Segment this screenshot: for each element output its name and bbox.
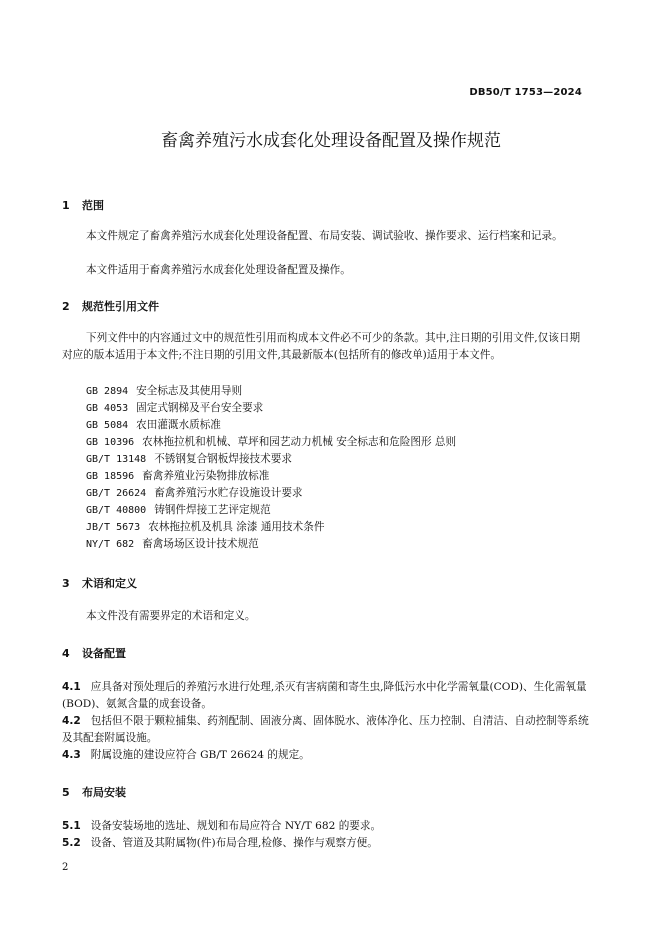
reference-code: GB 10396: [86, 437, 135, 448]
clause-text: 包括但不限于颗粒捕集、药剂配制、固液分离、固体脱水、液体净化、压力控制、自清洁、自动控制等系统及其配套附属设施。: [62, 715, 589, 744]
section-2-paragraph-1: 下列文件中的内容通过文中的规范性引用而构成本文件必不可少的条款。其中,注日期的引用文件,仅该日期对应的版本适用于本文件;不注日期的引用文件,其最新版本(包括所有的修改单)适用于本文件。: [62, 332, 581, 361]
clause-number: 4.2: [62, 715, 81, 727]
section-title: 设备配置: [82, 647, 126, 660]
section-number: 1: [62, 199, 70, 212]
reference-code: JB/T 5673: [86, 522, 141, 533]
reference-item: [86, 468, 269, 483]
section-number: 5: [62, 786, 70, 799]
section-4-heading: [62, 645, 126, 661]
reference-name: 农林拖拉机和机械、草坪和园艺动力机械 安全标志和危险图形 总则: [142, 436, 457, 448]
document-title: 畜禽养殖污水成套化处理设备配置及操作规范: [161, 131, 501, 151]
reference-name: 畜禽场场区设计技术规范: [142, 538, 259, 550]
section-title: 布局安装: [82, 786, 126, 799]
section-number: 4: [62, 647, 70, 660]
clause-number: 5.1: [62, 820, 81, 832]
clause-5-2: [62, 835, 590, 852]
reference-name: 铸钢件焊接工艺评定规范: [154, 504, 271, 516]
reference-item: [86, 434, 456, 449]
reference-name: 农田灌溉水质标准: [136, 419, 221, 431]
clause-number: 5.2: [62, 837, 81, 849]
clause-text: 设备、管道及其附属物(件)布局合理,检修、操作与观察方便。: [90, 837, 378, 849]
section-number: 3: [62, 577, 70, 590]
reference-name: 不锈钢复合钢板焊接技术要求: [154, 453, 292, 465]
reference-item: [86, 519, 324, 534]
section-5-heading: [62, 784, 126, 800]
clause-number: 4.1: [62, 681, 81, 693]
clause-4-2: [62, 713, 590, 747]
standard-number: DB50/T 1753—2024: [469, 87, 582, 98]
section-2-heading: [62, 298, 159, 314]
clause-number: 4.3: [62, 749, 81, 761]
reference-code: GB 4053: [86, 403, 129, 414]
clause-5-1: [62, 818, 590, 835]
reference-item: [86, 536, 259, 551]
reference-code: GB 18596: [86, 471, 135, 482]
reference-code: GB 2894: [86, 386, 129, 397]
reference-item: [86, 451, 292, 466]
reference-name: 固定式钢梯及平台安全要求: [136, 402, 264, 414]
section-1-paragraph-2: 本文件适用于畜禽养殖污水成套化处理设备配置及操作。: [86, 264, 351, 276]
reference-item: [86, 383, 242, 398]
section-title: 术语和定义: [82, 577, 137, 590]
reference-name: 安全标志及其使用导则: [136, 385, 243, 397]
reference-item: [86, 400, 263, 415]
reference-name: 畜禽养殖业污染物排放标准: [142, 470, 270, 482]
section-3-heading: [62, 575, 137, 591]
reference-item: [86, 417, 221, 432]
section-1-heading: [62, 197, 104, 213]
reference-code: GB/T 40800: [86, 505, 147, 516]
reference-item: [86, 485, 303, 500]
section-title: 范围: [82, 199, 104, 212]
reference-name: 农林拖拉机及机具 涂漆 通用技术条件: [148, 521, 325, 533]
reference-code: GB/T 26624: [86, 488, 147, 499]
reference-code: GB/T 13148: [86, 454, 147, 465]
reference-name: 畜禽养殖污水贮存设施设计要求: [154, 487, 303, 499]
section-number: 2: [62, 300, 70, 313]
clause-text: 附属设施的建设应符合 GB/T 26624 的规定。: [90, 749, 310, 761]
reference-code: NY/T 682: [86, 539, 135, 550]
clause-4-3: [62, 747, 590, 764]
reference-code: GB 5084: [86, 420, 129, 431]
reference-item: [86, 502, 271, 517]
section-1-paragraph-1: 本文件规定了畜禽养殖污水成套化处理设备配置、布局安装、调试验收、操作要求、运行档案和记录。: [86, 230, 563, 242]
section-title: 规范性引用文件: [82, 300, 159, 313]
page-number: 2: [62, 862, 69, 873]
section-3-paragraph-1: 本文件没有需要界定的术语和定义。: [86, 610, 256, 622]
clause-text: 应具备对预处理后的养殖污水进行处理,杀灭有害病菌和寄生虫,降低污水中化学需氧量(COD)、生化需氧量(BOD)、氨氮含量的成套设备。: [62, 681, 587, 710]
clause-4-1: [62, 679, 590, 713]
clause-text: 设备安装场地的选址、规划和布局应符合 NY/T 682 的要求。: [90, 820, 382, 832]
